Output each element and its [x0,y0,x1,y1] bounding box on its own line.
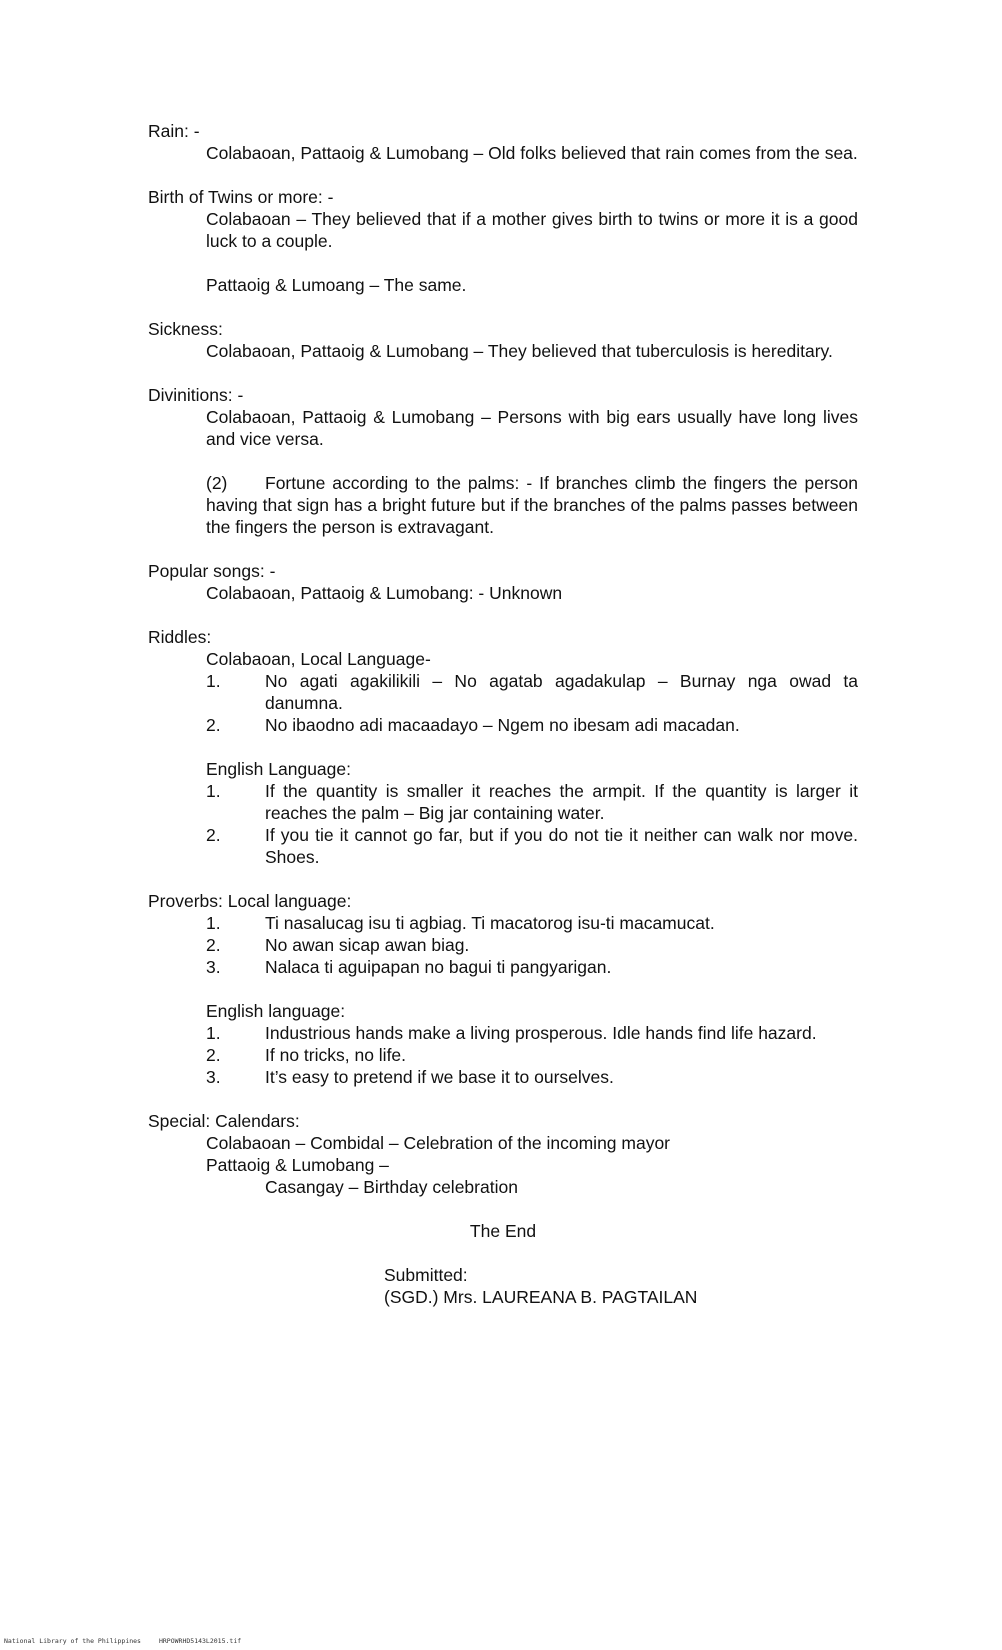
list-text: If no tricks, no life. [265,1045,407,1065]
list-item [148,780,858,824]
rain-text: Colabaoan, Pattaoig & Lumobang – Old folks believed that rain comes from the sea. [206,143,858,163]
list-number: 2. [206,825,221,845]
list-item [148,1066,858,1088]
list-number: 2. [206,1045,221,1065]
list-item [148,714,858,736]
list-text: Nalaca ti aguipapan no bagui ti pangyarigan. [265,957,612,977]
heading-riddles: Riddles: [148,627,212,647]
divinitions-num-2: (2) [206,473,228,493]
heading-special: Special: Calendars: [148,1111,300,1131]
the-end: The End [469,1221,537,1241]
heading-sickness: Sickness: [148,319,223,339]
list-item [148,956,858,978]
list-item [148,1044,858,1066]
list-number: 2. [206,935,221,955]
list-number: 1. [206,671,221,691]
divinitions-text-1: Colabaoan, Pattaoig & Lumobang – Persons with big ears usually have long lives and vice versa. [206,407,858,449]
twins-text-2: Pattaoig & Lumoang – The same. [206,275,467,295]
list-text: It’s easy to pretend if we base it to ourselves. [265,1067,614,1087]
heading-twins: Birth of Twins or more: - [148,187,334,207]
list-text: No agati agakilikili – No agatab agadakulap – Burnay nga owad ta danumna. [265,671,858,713]
section-sickness [148,318,858,362]
riddles-local-label: Colabaoan, Local Language- [206,649,431,669]
special-line-1: Colabaoan – Combidal – Celebration of the incoming mayor [206,1133,671,1153]
heading-divinitions: Divinitions: - [148,385,244,405]
section-riddles [148,626,858,868]
twins-text-1: Colabaoan – They believed that if a mother gives birth to twins or more it is a good luck to a couple. [206,209,858,251]
list-number: 3. [206,1067,221,1087]
heading-proverbs: Proverbs: Local language: [148,891,352,911]
proverbs-english-label: English language: [206,1001,346,1021]
list-number: 3. [206,957,221,977]
list-number: 2. [206,715,221,735]
section-rain [148,120,858,164]
heading-rain: Rain: - [148,121,200,141]
section-songs [148,560,858,604]
list-text: No awan sicap awan biag. [265,935,470,955]
section-proverbs [148,890,858,1088]
section-special [148,1110,858,1198]
sickness-text: Colabaoan, Pattaoig & Lumobang – They believed that tuberculosis is hereditary. [206,341,833,361]
heading-songs: Popular songs: - [148,561,276,581]
list-item [148,912,858,934]
list-text: If you tie it cannot go far, but if you do not tie it neither can walk nor move. Shoes. [265,825,858,867]
section-twins [148,186,858,296]
list-text: No ibaodno adi macaadayo – Ngem no ibesam adi macadan. [265,715,740,735]
list-item [148,1022,858,1044]
list-text: Industrious hands make a living prosperous. Idle hands find life hazard. [265,1023,817,1043]
footer-library: National Library of the Philippines [4,1637,141,1645]
scan-footer [4,1637,241,1645]
footer-code: HRPOWRHD5143L2015.tif [158,1637,242,1645]
list-number: 1. [206,781,221,801]
list-number: 1. [206,913,221,933]
list-item [148,934,858,956]
list-text: If the quantity is smaller it reaches the armpit. If the quantity is larger it reaches the palm – Big jar containing water. [265,781,858,823]
section-divinitions [148,384,858,538]
list-item [148,670,858,714]
list-text: Ti nasalucag isu ti agbiag. Ti macatorog isu-ti macamucat. [265,913,715,933]
special-line-2: Pattaoig & Lumobang – [206,1155,389,1175]
songs-text: Colabaoan, Pattaoig & Lumobang: - Unknown [206,583,563,603]
divinitions-text-2-body: Fortune according to the palms: - If branches climb the fingers the person having that sign has a bright future but if the branches of the palms passes between the fingers the person is extravagant. [206,473,858,537]
submitted-label: Submitted: [384,1265,468,1285]
signatory-name: (SGD.) Mrs. LAUREANA B. PAGTAILAN [384,1287,698,1307]
riddles-english-label: English Language: [206,759,351,779]
list-item [148,824,858,868]
special-line-3: Casangay – Birthday celebration [265,1177,518,1197]
document-body [148,120,858,1308]
divinitions-text-2 [148,472,858,538]
list-number: 1. [206,1023,221,1043]
